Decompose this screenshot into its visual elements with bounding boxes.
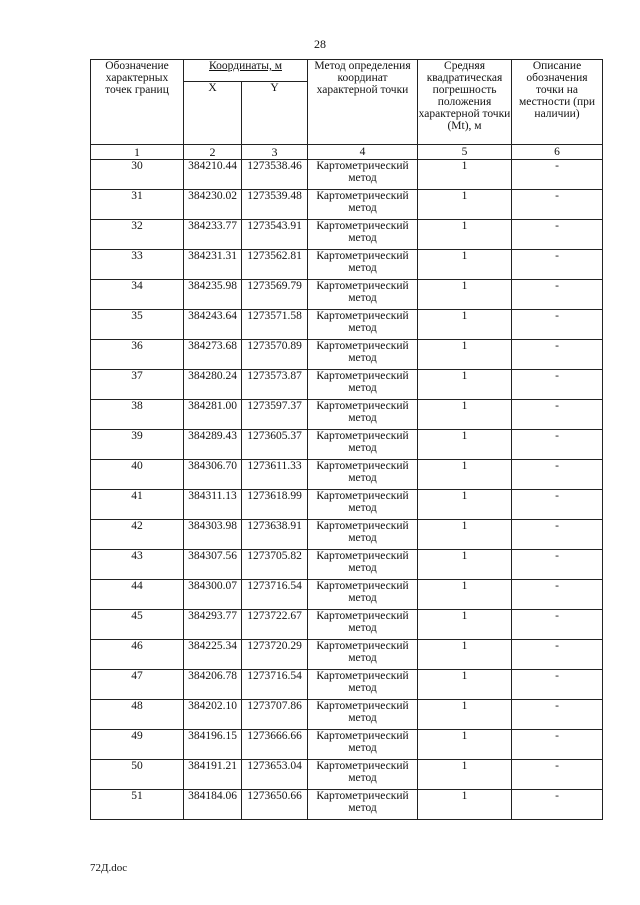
table-row bbox=[91, 220, 603, 250]
description-cell: - bbox=[512, 190, 603, 220]
x-coordinate-cell: 384210.44 bbox=[184, 160, 242, 190]
point-cell: 44 bbox=[91, 580, 184, 610]
column-number: 1 bbox=[91, 145, 184, 160]
point-cell: 43 bbox=[91, 550, 184, 580]
error-cell: 1 bbox=[418, 190, 512, 220]
table-row bbox=[91, 190, 603, 220]
x-coordinate-cell: 384230.02 bbox=[184, 190, 242, 220]
method-cell: Картометрический метод bbox=[308, 400, 418, 430]
point-cell: 51 bbox=[91, 790, 184, 820]
table-row bbox=[91, 610, 603, 640]
description-cell: - bbox=[512, 730, 603, 760]
method-cell: Картометрический метод bbox=[308, 250, 418, 280]
x-coordinate-cell: 384311.13 bbox=[184, 490, 242, 520]
table-row bbox=[91, 460, 603, 490]
error-cell: 1 bbox=[418, 610, 512, 640]
description-cell: - bbox=[512, 580, 603, 610]
point-cell: 30 bbox=[91, 160, 184, 190]
y-coordinate-cell: 1273705.82 bbox=[242, 550, 308, 580]
y-coordinate-cell: 1273716.54 bbox=[242, 580, 308, 610]
error-cell: 1 bbox=[418, 790, 512, 820]
table-row bbox=[91, 280, 603, 310]
column-number: 3 bbox=[242, 145, 308, 160]
y-coordinate-cell: 1273605.37 bbox=[242, 430, 308, 460]
table-body bbox=[91, 160, 603, 820]
error-cell: 1 bbox=[418, 370, 512, 400]
table-row bbox=[91, 340, 603, 370]
table-row bbox=[91, 700, 603, 730]
error-cell: 1 bbox=[418, 550, 512, 580]
x-coordinate-cell: 384293.77 bbox=[184, 610, 242, 640]
method-cell: Картометрический метод bbox=[308, 190, 418, 220]
method-cell: Картометрический метод bbox=[308, 670, 418, 700]
column-number-row bbox=[91, 145, 603, 160]
y-coordinate-cell: 1273539.48 bbox=[242, 190, 308, 220]
description-cell: - bbox=[512, 430, 603, 460]
header-designation: Обозначение характерных точек границ bbox=[91, 60, 184, 145]
x-coordinate-cell: 384281.00 bbox=[184, 400, 242, 430]
method-cell: Картометрический метод bbox=[308, 580, 418, 610]
method-cell: Картометрический метод bbox=[308, 310, 418, 340]
y-coordinate-cell: 1273570.89 bbox=[242, 340, 308, 370]
table-row bbox=[91, 430, 603, 460]
footer-filename: 72Д.doc bbox=[90, 862, 128, 874]
method-cell: Картометрический метод bbox=[308, 340, 418, 370]
table-row bbox=[91, 640, 603, 670]
description-cell: - bbox=[512, 610, 603, 640]
description-cell: - bbox=[512, 520, 603, 550]
error-cell: 1 bbox=[418, 700, 512, 730]
x-coordinate-cell: 384273.68 bbox=[184, 340, 242, 370]
x-coordinate-cell: 384206.78 bbox=[184, 670, 242, 700]
y-coordinate-cell: 1273538.46 bbox=[242, 160, 308, 190]
method-cell: Картометрический метод bbox=[308, 280, 418, 310]
table-row bbox=[91, 670, 603, 700]
table-row bbox=[91, 400, 603, 430]
point-cell: 40 bbox=[91, 460, 184, 490]
y-coordinate-cell: 1273611.33 bbox=[242, 460, 308, 490]
error-cell: 1 bbox=[418, 400, 512, 430]
x-coordinate-cell: 384191.21 bbox=[184, 760, 242, 790]
point-cell: 50 bbox=[91, 760, 184, 790]
table-row bbox=[91, 790, 603, 820]
x-coordinate-cell: 384225.34 bbox=[184, 640, 242, 670]
y-coordinate-cell: 1273716.54 bbox=[242, 670, 308, 700]
y-coordinate-cell: 1273571.58 bbox=[242, 310, 308, 340]
point-cell: 33 bbox=[91, 250, 184, 280]
boundary-points-table bbox=[90, 59, 603, 820]
error-cell: 1 bbox=[418, 310, 512, 340]
x-coordinate-cell: 384233.77 bbox=[184, 220, 242, 250]
description-cell: - bbox=[512, 310, 603, 340]
x-coordinate-cell: 384303.98 bbox=[184, 520, 242, 550]
description-cell: - bbox=[512, 670, 603, 700]
point-cell: 32 bbox=[91, 220, 184, 250]
y-coordinate-cell: 1273597.37 bbox=[242, 400, 308, 430]
y-coordinate-cell: 1273720.29 bbox=[242, 640, 308, 670]
x-coordinate-cell: 384235.98 bbox=[184, 280, 242, 310]
method-cell: Картометрический метод bbox=[308, 760, 418, 790]
method-cell: Картометрический метод bbox=[308, 550, 418, 580]
point-cell: 37 bbox=[91, 370, 184, 400]
header-error: Средняя квадратическая погрешность положения характерной точки (Mt), м bbox=[418, 60, 512, 145]
x-coordinate-cell: 384184.06 bbox=[184, 790, 242, 820]
column-number: 4 bbox=[308, 145, 418, 160]
header-coordinates-label: Координаты, м bbox=[209, 60, 282, 72]
method-cell: Картометрический метод bbox=[308, 220, 418, 250]
error-cell: 1 bbox=[418, 640, 512, 670]
method-cell: Картометрический метод bbox=[308, 160, 418, 190]
x-coordinate-cell: 384289.43 bbox=[184, 430, 242, 460]
description-cell: - bbox=[512, 280, 603, 310]
error-cell: 1 bbox=[418, 670, 512, 700]
point-cell: 38 bbox=[91, 400, 184, 430]
error-cell: 1 bbox=[418, 730, 512, 760]
point-cell: 31 bbox=[91, 190, 184, 220]
column-number: 2 bbox=[184, 145, 242, 160]
error-cell: 1 bbox=[418, 250, 512, 280]
table-row bbox=[91, 370, 603, 400]
table-row bbox=[91, 730, 603, 760]
y-coordinate-cell: 1273650.66 bbox=[242, 790, 308, 820]
method-cell: Картометрический метод bbox=[308, 700, 418, 730]
x-coordinate-cell: 384202.10 bbox=[184, 700, 242, 730]
y-coordinate-cell: 1273666.66 bbox=[242, 730, 308, 760]
point-cell: 39 bbox=[91, 430, 184, 460]
x-coordinate-cell: 384306.70 bbox=[184, 460, 242, 490]
table-row bbox=[91, 520, 603, 550]
x-coordinate-cell: 384231.31 bbox=[184, 250, 242, 280]
header-y: Y bbox=[242, 82, 308, 145]
point-cell: 36 bbox=[91, 340, 184, 370]
header-description: Описание обозначения точки на местности (при наличии) bbox=[512, 60, 603, 145]
x-coordinate-cell: 384280.24 bbox=[184, 370, 242, 400]
error-cell: 1 bbox=[418, 430, 512, 460]
description-cell: - bbox=[512, 640, 603, 670]
column-number: 6 bbox=[512, 145, 603, 160]
table-row bbox=[91, 580, 603, 610]
method-cell: Картометрический метод bbox=[308, 430, 418, 460]
table-row bbox=[91, 550, 603, 580]
header-method: Метод определения координат характерной точки bbox=[308, 60, 418, 145]
header-coordinates bbox=[184, 60, 308, 82]
method-cell: Картометрический метод bbox=[308, 370, 418, 400]
y-coordinate-cell: 1273722.67 bbox=[242, 610, 308, 640]
description-cell: - bbox=[512, 760, 603, 790]
method-cell: Картометрический метод bbox=[308, 460, 418, 490]
error-cell: 1 bbox=[418, 580, 512, 610]
description-cell: - bbox=[512, 460, 603, 490]
table-header-row bbox=[91, 60, 603, 82]
error-cell: 1 bbox=[418, 460, 512, 490]
y-coordinate-cell: 1273569.79 bbox=[242, 280, 308, 310]
error-cell: 1 bbox=[418, 760, 512, 790]
header-x: X bbox=[184, 82, 242, 145]
y-coordinate-cell: 1273707.86 bbox=[242, 700, 308, 730]
method-cell: Картометрический метод bbox=[308, 490, 418, 520]
column-number: 5 bbox=[418, 145, 512, 160]
description-cell: - bbox=[512, 400, 603, 430]
error-cell: 1 bbox=[418, 160, 512, 190]
description-cell: - bbox=[512, 370, 603, 400]
description-cell: - bbox=[512, 550, 603, 580]
error-cell: 1 bbox=[418, 520, 512, 550]
description-cell: - bbox=[512, 790, 603, 820]
method-cell: Картометрический метод bbox=[308, 640, 418, 670]
table-row bbox=[91, 160, 603, 190]
error-cell: 1 bbox=[418, 220, 512, 250]
point-cell: 41 bbox=[91, 490, 184, 520]
description-cell: - bbox=[512, 220, 603, 250]
description-cell: - bbox=[512, 340, 603, 370]
method-cell: Картометрический метод bbox=[308, 790, 418, 820]
x-coordinate-cell: 384307.56 bbox=[184, 550, 242, 580]
point-cell: 35 bbox=[91, 310, 184, 340]
point-cell: 48 bbox=[91, 700, 184, 730]
table-row bbox=[91, 250, 603, 280]
page-number: 28 bbox=[314, 37, 326, 51]
table-row bbox=[91, 490, 603, 520]
point-cell: 46 bbox=[91, 640, 184, 670]
table-row bbox=[91, 760, 603, 790]
x-coordinate-cell: 384300.07 bbox=[184, 580, 242, 610]
error-cell: 1 bbox=[418, 490, 512, 520]
point-cell: 45 bbox=[91, 610, 184, 640]
description-cell: - bbox=[512, 250, 603, 280]
description-cell: - bbox=[512, 700, 603, 730]
point-cell: 42 bbox=[91, 520, 184, 550]
y-coordinate-cell: 1273543.91 bbox=[242, 220, 308, 250]
y-coordinate-cell: 1273573.87 bbox=[242, 370, 308, 400]
description-cell: - bbox=[512, 160, 603, 190]
y-coordinate-cell: 1273618.99 bbox=[242, 490, 308, 520]
point-cell: 49 bbox=[91, 730, 184, 760]
y-coordinate-cell: 1273638.91 bbox=[242, 520, 308, 550]
point-cell: 34 bbox=[91, 280, 184, 310]
method-cell: Картометрический метод bbox=[308, 520, 418, 550]
y-coordinate-cell: 1273562.81 bbox=[242, 250, 308, 280]
description-cell: - bbox=[512, 490, 603, 520]
error-cell: 1 bbox=[418, 340, 512, 370]
method-cell: Картометрический метод bbox=[308, 610, 418, 640]
table-row bbox=[91, 310, 603, 340]
error-cell: 1 bbox=[418, 280, 512, 310]
y-coordinate-cell: 1273653.04 bbox=[242, 760, 308, 790]
point-cell: 47 bbox=[91, 670, 184, 700]
method-cell: Картометрический метод bbox=[308, 730, 418, 760]
x-coordinate-cell: 384243.64 bbox=[184, 310, 242, 340]
x-coordinate-cell: 384196.15 bbox=[184, 730, 242, 760]
